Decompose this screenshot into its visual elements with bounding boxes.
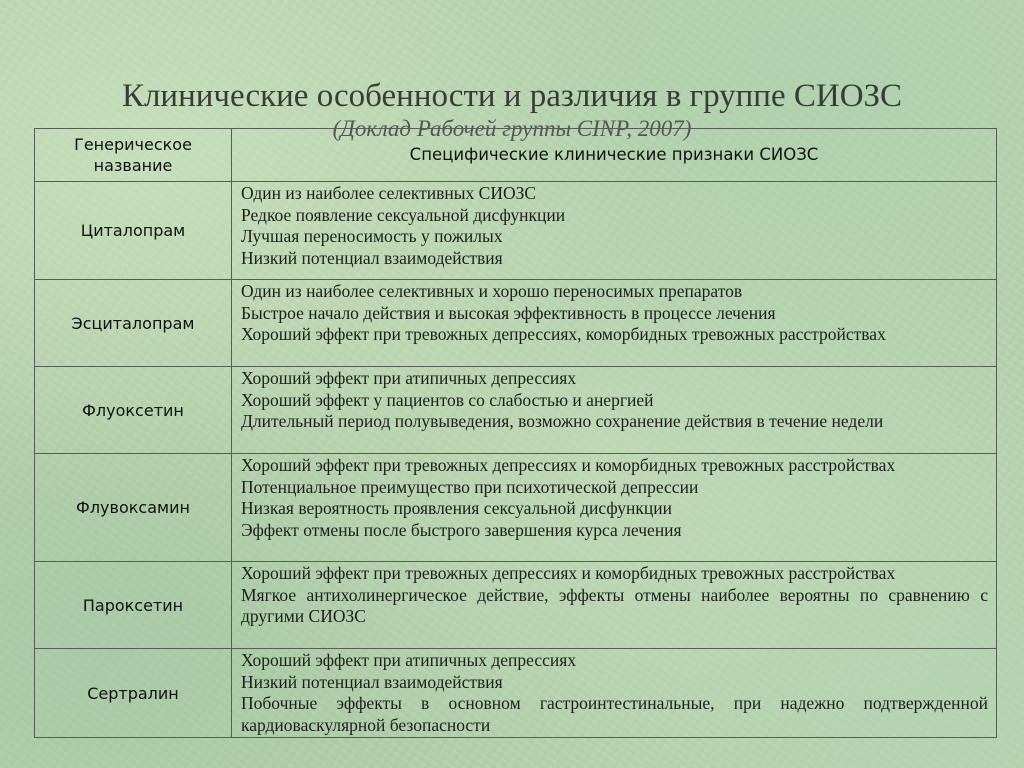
feature-item: Быстрое начало действия и высокая эффективность в процессе лечения bbox=[241, 302, 776, 323]
feature-item: Эффект отмены после быстрого завершения курса лечения bbox=[241, 519, 682, 540]
feature-item: Длительный период полувыведения, возможно сохранение действия в течение недели bbox=[241, 411, 884, 432]
table-row bbox=[35, 454, 997, 562]
feature-item: Побочные эффекты в основном гастроинтестинальные, при надежно подтвержденной кардиоваскулярной безопасности bbox=[241, 693, 988, 735]
feature-item: Низкий потенциал взаимодействия bbox=[241, 671, 503, 692]
feature-item: Низкая вероятность проявления сексуальной дисфункции bbox=[241, 498, 672, 519]
drug-features bbox=[232, 562, 997, 649]
drug-name: Флуоксетин bbox=[35, 367, 232, 454]
feature-item: Мягкое антихолинергическое действие, эффекты отмены наиболее вероятны по сравнению с другими СИОЗС bbox=[241, 584, 988, 627]
slide-title: Клинические особенности и различия в группе СИОЗС bbox=[121, 78, 903, 114]
table-row bbox=[35, 649, 997, 738]
header-generic-name-line1: Генерическое bbox=[74, 135, 192, 154]
drug-name: Эсциталопрам bbox=[35, 280, 232, 367]
drug-features bbox=[232, 649, 997, 738]
header-generic-name-line2: название bbox=[93, 156, 173, 175]
feature-item: Хороший эффект при тревожных депрессиях и коморбидных тревожных расстройствах bbox=[241, 563, 896, 583]
table-row bbox=[35, 367, 997, 454]
ssri-comparison-table bbox=[34, 128, 997, 738]
feature-item: Хороший эффект при атипичных депрессиях bbox=[241, 368, 577, 388]
table-row bbox=[35, 562, 997, 649]
feature-item: Хороший эффект при атипичных депрессиях bbox=[241, 650, 577, 670]
feature-item: Хороший эффект у пациентов со слабостью и анергией bbox=[241, 389, 654, 410]
drug-name: Флувоксамин bbox=[35, 454, 232, 562]
table-header-row bbox=[35, 129, 997, 182]
drug-name: Пароксетин bbox=[35, 562, 232, 649]
slide-subtitle: (Доклад Рабочей группы CINP, 2007) bbox=[332, 116, 692, 141]
feature-item: Хороший эффект при тревожных депрессиях и коморбидных тревожных расстройствах bbox=[241, 455, 896, 475]
feature-item: Редкое появление сексуальной дисфункции bbox=[241, 204, 566, 225]
drug-features bbox=[232, 454, 997, 562]
drug-name: Циталопрам bbox=[35, 182, 232, 280]
feature-item: Низкий потенциал взаимодействия bbox=[241, 247, 503, 268]
feature-item: Лучшая переносимость у пожилых bbox=[241, 226, 503, 247]
header-clinical-features: Специфические клинические признаки СИОЗС bbox=[232, 129, 997, 182]
header-generic-name bbox=[35, 129, 232, 182]
feature-item: Потенциальное преимущество при психотической депрессии bbox=[241, 476, 699, 497]
feature-item: Один из наиболее селективных и хорошо переносимых препаратов bbox=[241, 281, 743, 301]
feature-item: Один из наиболее селективных СИОЗС bbox=[241, 183, 537, 203]
table-row bbox=[35, 280, 997, 367]
table-row bbox=[35, 182, 997, 280]
drug-name: Сертралин bbox=[35, 649, 232, 738]
drug-features bbox=[232, 182, 997, 280]
feature-item: Хороший эффект при тревожных депрессиях, коморбидных тревожных расстройствах bbox=[241, 324, 886, 345]
drug-features bbox=[232, 280, 997, 367]
drug-features bbox=[232, 367, 997, 454]
